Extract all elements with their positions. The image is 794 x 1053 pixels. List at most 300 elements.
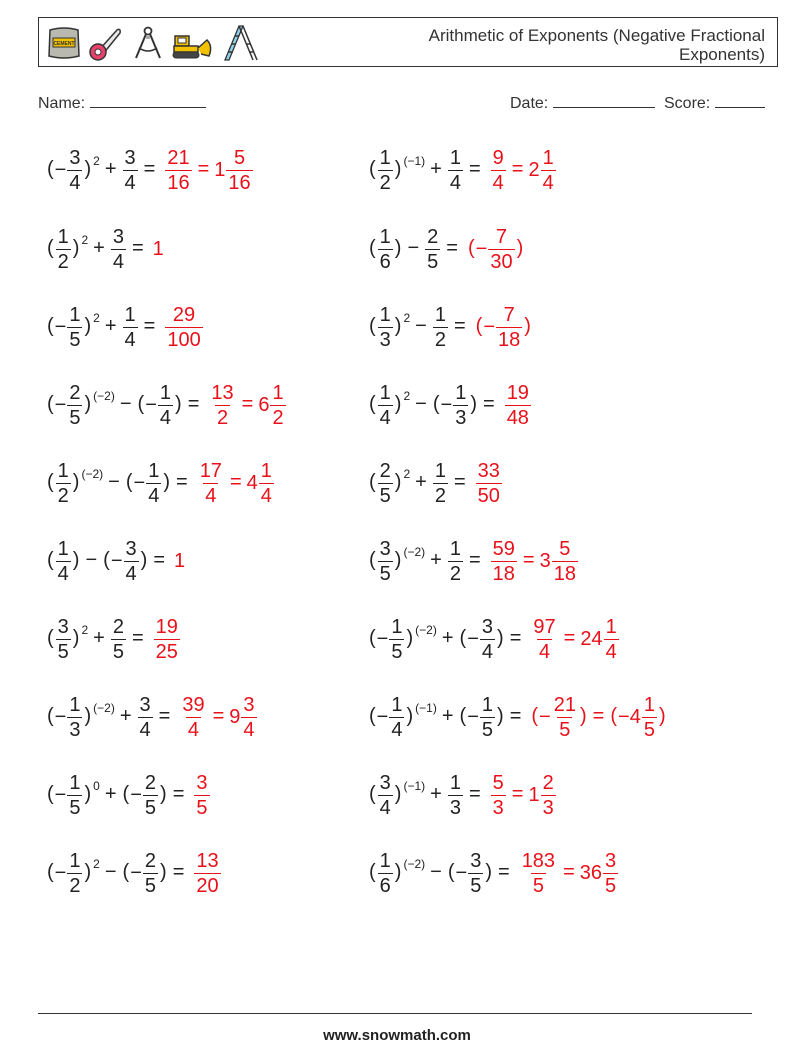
denominator: 6: [379, 250, 391, 273]
parenthesis: (: [47, 471, 54, 494]
parenthesis: (: [369, 158, 376, 181]
denominator: 4: [205, 484, 217, 507]
problem-answer: [475, 304, 532, 351]
parenthesis: ): [394, 315, 402, 338]
denominator: 4: [69, 171, 81, 194]
denominator: 4: [260, 484, 272, 507]
operator: −: [108, 471, 120, 494]
numerator: 1: [449, 771, 461, 794]
problem-question: [368, 304, 471, 351]
parenthesis: (: [369, 471, 376, 494]
term-text: 9: [229, 705, 241, 728]
fraction: [448, 772, 463, 819]
parenthesis: (: [47, 393, 54, 416]
problem-row: [368, 765, 557, 825]
problem-answer: [208, 382, 286, 429]
chainsaw-icon: [87, 24, 125, 62]
denominator: 5: [57, 640, 69, 663]
problem-answer: [490, 538, 579, 585]
problem-question: [46, 772, 189, 819]
denominator: 5: [427, 250, 439, 273]
operator: =: [522, 549, 535, 572]
numerator: 29: [172, 303, 196, 326]
date-field[interactable]: [510, 93, 655, 113]
parenthesis: ): [394, 471, 402, 494]
fraction: [270, 382, 285, 429]
denominator: 5: [379, 562, 391, 585]
operator: +: [93, 237, 105, 260]
term-text: 1: [174, 549, 186, 572]
denominator: 2: [434, 328, 446, 351]
fraction: [209, 382, 235, 429]
parenthesis: (: [137, 393, 145, 416]
denominator: 2: [379, 171, 391, 194]
numerator: 13: [211, 381, 234, 404]
parenthesis: ): [140, 549, 148, 572]
denominator: 3: [449, 796, 461, 819]
problem-question: [46, 226, 149, 273]
term-text: 4: [246, 471, 258, 494]
score-blank[interactable]: [715, 93, 765, 108]
parenthesis: (: [369, 627, 376, 650]
denominator: 5: [69, 328, 81, 351]
problem-row: [368, 687, 667, 747]
fraction: [520, 850, 557, 897]
numerator: 1: [272, 381, 284, 404]
numerator: 5: [233, 146, 246, 169]
operator: +: [104, 158, 117, 181]
parenthesis: ): [394, 158, 402, 181]
fraction: [165, 304, 202, 351]
parenthesis: (: [47, 705, 54, 728]
parenthesis: (: [369, 315, 376, 338]
problem-answer: [530, 694, 666, 741]
parenthesis: ): [72, 471, 80, 494]
parenthesis: ): [470, 393, 477, 416]
fraction: [56, 226, 71, 273]
problem-row: [46, 843, 222, 903]
numerator: 2: [144, 771, 157, 794]
exponent: (−1): [415, 701, 437, 716]
parenthesis: ): [658, 705, 666, 728]
problem-row: [368, 219, 524, 279]
parenthesis: (: [122, 861, 130, 884]
denominator: 5: [481, 718, 494, 741]
problem-answer: [530, 616, 619, 663]
numerator: 21: [167, 146, 190, 169]
numerator: 59: [492, 537, 515, 560]
denominator: 30: [490, 250, 513, 273]
fraction: [378, 304, 393, 351]
denominator: 3: [379, 328, 391, 351]
denominator: 5: [379, 484, 391, 507]
operator: =: [453, 315, 466, 338]
fraction: [56, 460, 71, 507]
exponent: (−2): [93, 389, 115, 404]
operator: =: [498, 861, 510, 884]
numerator: 21: [553, 693, 576, 716]
term-text: −: [133, 471, 146, 494]
numerator: 2: [427, 225, 439, 248]
fraction: [378, 538, 393, 585]
problem-row: [46, 375, 287, 435]
numerator: 1: [260, 459, 272, 482]
problem-row: [46, 453, 275, 513]
fraction: [123, 304, 138, 351]
fraction: [389, 616, 404, 663]
exponent: 2: [81, 233, 89, 248]
term-text: −: [54, 315, 67, 338]
problem-question: [368, 616, 526, 663]
problem-row: [368, 453, 503, 513]
fraction: [123, 147, 138, 194]
numerator: 1: [391, 693, 403, 716]
problem-row: [46, 609, 181, 669]
operator: +: [441, 627, 454, 650]
operator: =: [453, 471, 466, 494]
term-text: −: [130, 861, 142, 884]
denominator: 2: [272, 406, 284, 429]
parenthesis: ): [84, 861, 92, 884]
score-field[interactable]: [664, 93, 765, 113]
operator: +: [415, 471, 427, 494]
numerator: 9: [492, 146, 504, 169]
fraction: [552, 694, 578, 741]
parenthesis: (: [47, 783, 54, 806]
exponent: 2: [81, 623, 89, 638]
operator: =: [563, 861, 575, 884]
denominator: 4: [243, 718, 255, 741]
exponent: 2: [403, 311, 411, 326]
denominator: 4: [605, 640, 617, 663]
numerator: 1: [69, 849, 81, 872]
numerator: 1: [69, 693, 81, 716]
fraction: [496, 304, 522, 351]
problem-question: [46, 616, 149, 663]
parenthesis: ): [497, 627, 504, 650]
operator: −: [415, 393, 427, 416]
numerator: 3: [139, 693, 151, 716]
numerator: 1: [542, 146, 554, 169]
numerator: 1: [379, 303, 391, 326]
name-field[interactable]: [38, 93, 206, 113]
fraction: [448, 147, 463, 194]
parenthesis: (: [369, 393, 376, 416]
numerator: 1: [643, 693, 655, 716]
problem-row: [46, 765, 211, 825]
problem-answer: [174, 550, 185, 573]
fraction: [468, 850, 483, 897]
numerator: 19: [155, 615, 178, 638]
operator: =: [143, 315, 156, 338]
denominator: 4: [538, 640, 551, 663]
fraction: [448, 538, 463, 585]
denominator: 18: [498, 328, 521, 351]
fraction: [146, 460, 161, 507]
parenthesis: ): [406, 627, 414, 650]
problem-row: [368, 609, 620, 669]
problem-row: [46, 140, 254, 200]
term-text: −: [467, 627, 479, 650]
term-text: 36: [579, 861, 602, 884]
fraction: [541, 147, 556, 194]
term-text: 3: [539, 549, 551, 572]
operator: =: [131, 237, 144, 260]
fraction: [378, 382, 393, 429]
parenthesis: (: [467, 237, 475, 260]
fraction: [480, 616, 495, 663]
parenthesis: (: [459, 627, 467, 650]
problem-answer: [490, 147, 557, 194]
denominator: 4: [125, 562, 137, 585]
date-label: Date:: [510, 95, 549, 112]
problem-question: [46, 147, 160, 194]
parenthesis: ): [516, 237, 524, 260]
date-blank[interactable]: [553, 93, 655, 108]
problem-answer: [490, 772, 557, 819]
parenthesis: (: [531, 705, 539, 728]
parenthesis: ): [579, 705, 587, 728]
problem-answer: [193, 772, 210, 819]
exponent: 0: [93, 779, 100, 794]
fraction: [180, 694, 206, 741]
name-label: Name:: [38, 95, 86, 112]
problem-question: [368, 538, 486, 585]
fraction: [67, 850, 82, 897]
term-text: −: [539, 705, 551, 728]
problem-row: [368, 375, 532, 435]
problem-question: [46, 694, 175, 741]
problem-question: [368, 226, 463, 273]
denominator: 2: [69, 874, 81, 897]
operator: +: [441, 705, 454, 728]
bulldozer-icon: [171, 24, 215, 62]
fraction: [491, 772, 506, 819]
numerator: 5: [492, 771, 504, 794]
parenthesis: ): [84, 315, 92, 338]
problem-question: [46, 460, 193, 507]
fraction: [154, 616, 180, 663]
numerator: 3: [243, 693, 255, 716]
denominator: 5: [144, 874, 157, 897]
term-text: 1: [152, 237, 164, 260]
problem-answer: [475, 460, 503, 507]
exponent: (−2): [81, 467, 104, 482]
term-text: −: [110, 549, 123, 572]
numerator: 1: [449, 537, 461, 560]
exponent: (−2): [403, 857, 426, 872]
problem-row: [368, 531, 579, 591]
parenthesis: ): [84, 783, 92, 806]
numerator: 3: [57, 615, 69, 638]
numerator: 3: [470, 849, 482, 872]
fraction: [604, 616, 619, 663]
problem-row: [368, 843, 619, 903]
operator: =: [212, 705, 225, 728]
fraction: [491, 538, 517, 585]
problem-question: [46, 538, 170, 585]
denominator: 25: [155, 640, 178, 663]
numerator: 1: [124, 303, 136, 326]
fraction: [425, 226, 440, 273]
fraction: [378, 226, 393, 273]
fraction: [67, 694, 82, 741]
problem-question: [46, 304, 160, 351]
term-text: −: [54, 158, 67, 181]
term-text: −: [130, 783, 142, 806]
name-blank[interactable]: [90, 93, 206, 108]
term-text: −: [54, 861, 67, 884]
operator: +: [430, 158, 442, 181]
fraction: [194, 850, 220, 897]
problem-answer: [193, 850, 221, 897]
term-text: 1: [528, 783, 540, 806]
denominator: 2: [434, 484, 446, 507]
operator: =: [446, 237, 458, 260]
fraction: [642, 694, 657, 741]
denominator: 5: [532, 874, 544, 897]
fraction: [531, 616, 557, 663]
term-text: −: [455, 861, 468, 884]
fraction: [541, 772, 556, 819]
operator: +: [430, 549, 442, 572]
parenthesis: ): [72, 627, 80, 650]
problem-answer: [519, 850, 619, 897]
fraction: [603, 850, 618, 897]
denominator: 3: [455, 406, 467, 429]
operator: =: [592, 705, 605, 728]
denominator: 3: [69, 718, 81, 741]
parenthesis: (: [103, 549, 110, 572]
numerator: 2: [379, 459, 391, 482]
denominator: 4: [57, 562, 69, 585]
numerator: 1: [434, 459, 446, 482]
parenthesis: (: [610, 705, 618, 728]
fraction: [67, 772, 82, 819]
exponent: 2: [93, 857, 100, 872]
problem-answer: [153, 616, 181, 663]
parenthesis: ): [485, 861, 492, 884]
operator: =: [158, 705, 171, 728]
numerator: 1: [449, 146, 461, 169]
operator: =: [511, 783, 524, 806]
fraction: [138, 694, 153, 741]
operator: =: [197, 158, 210, 181]
numerator: 3: [379, 771, 391, 794]
term-text: −: [475, 237, 488, 260]
denominator: 16: [167, 171, 190, 194]
denominator: 2: [57, 484, 69, 507]
numerator: 19: [506, 381, 529, 404]
term-text: 1: [214, 158, 226, 181]
exponent: (−2): [415, 623, 437, 638]
numerator: 7: [503, 303, 515, 326]
parenthesis: ): [497, 705, 504, 728]
problem-answer: [179, 694, 257, 741]
denominator: 4: [148, 484, 160, 507]
problem-row: [46, 687, 258, 747]
problem-answer: [164, 304, 203, 351]
parenthesis: (: [47, 315, 54, 338]
fraction: [165, 147, 191, 194]
worksheet-title: Arithmetic of Exponents (Negative Fractional Exponents): [428, 26, 765, 64]
operator: =: [176, 471, 188, 494]
parenthesis: ): [394, 393, 402, 416]
denominator: 2: [449, 562, 461, 585]
parenthesis: (: [447, 861, 455, 884]
fraction: [491, 147, 506, 194]
denominator: 2: [216, 406, 229, 429]
problem-question: [368, 772, 486, 819]
numerator: 1: [379, 381, 391, 404]
numerator: 1: [148, 459, 160, 482]
operator: =: [172, 861, 185, 884]
numerator: 97: [533, 615, 556, 638]
numerator: 39: [182, 693, 205, 716]
fraction: [67, 147, 82, 194]
term-text: −: [483, 315, 496, 338]
denominator: 4: [492, 171, 504, 194]
denominator: 20: [196, 874, 219, 897]
fraction: [378, 772, 393, 819]
term-text: −4: [618, 705, 641, 728]
denominator: 48: [506, 406, 529, 429]
term-text: −: [54, 783, 67, 806]
operator: −: [119, 393, 132, 416]
term-text: −: [376, 627, 389, 650]
fraction: [67, 304, 82, 351]
fraction: [194, 772, 209, 819]
exponent: 2: [403, 467, 411, 482]
ladder-icon: [219, 24, 259, 62]
operator: +: [104, 315, 117, 338]
exponent: (−2): [403, 545, 426, 560]
denominator: 5: [69, 406, 81, 429]
denominator: 4: [139, 718, 151, 741]
problem-question: [368, 460, 471, 507]
numerator: 3: [112, 225, 124, 248]
operator: =: [143, 158, 156, 181]
fraction: [259, 460, 274, 507]
denominator: 100: [167, 328, 201, 351]
exponent: (−1): [403, 779, 426, 794]
fraction: [111, 226, 126, 273]
cement-label: CEMENT: [53, 41, 75, 47]
denominator: 18: [492, 562, 515, 585]
problem-answer: [504, 382, 532, 429]
fraction: [476, 460, 502, 507]
problem-question: [368, 850, 515, 897]
operator: =: [509, 705, 522, 728]
parenthesis: (: [369, 783, 376, 806]
parenthesis: ): [394, 549, 402, 572]
fraction: [198, 460, 224, 507]
parenthesis: ): [72, 237, 80, 260]
numerator: 3: [605, 849, 617, 872]
operator: −: [415, 315, 427, 338]
operator: =: [468, 549, 481, 572]
term-text: −: [467, 705, 479, 728]
header-icons: [45, 22, 259, 64]
numerator: 17: [199, 459, 222, 482]
compass-icon: [129, 24, 167, 62]
operator: −: [104, 861, 117, 884]
parenthesis: (: [475, 315, 483, 338]
parenthesis: (: [47, 158, 54, 181]
parenthesis: ): [72, 549, 80, 572]
parenthesis: ): [524, 315, 531, 338]
numerator: 1: [57, 459, 69, 482]
